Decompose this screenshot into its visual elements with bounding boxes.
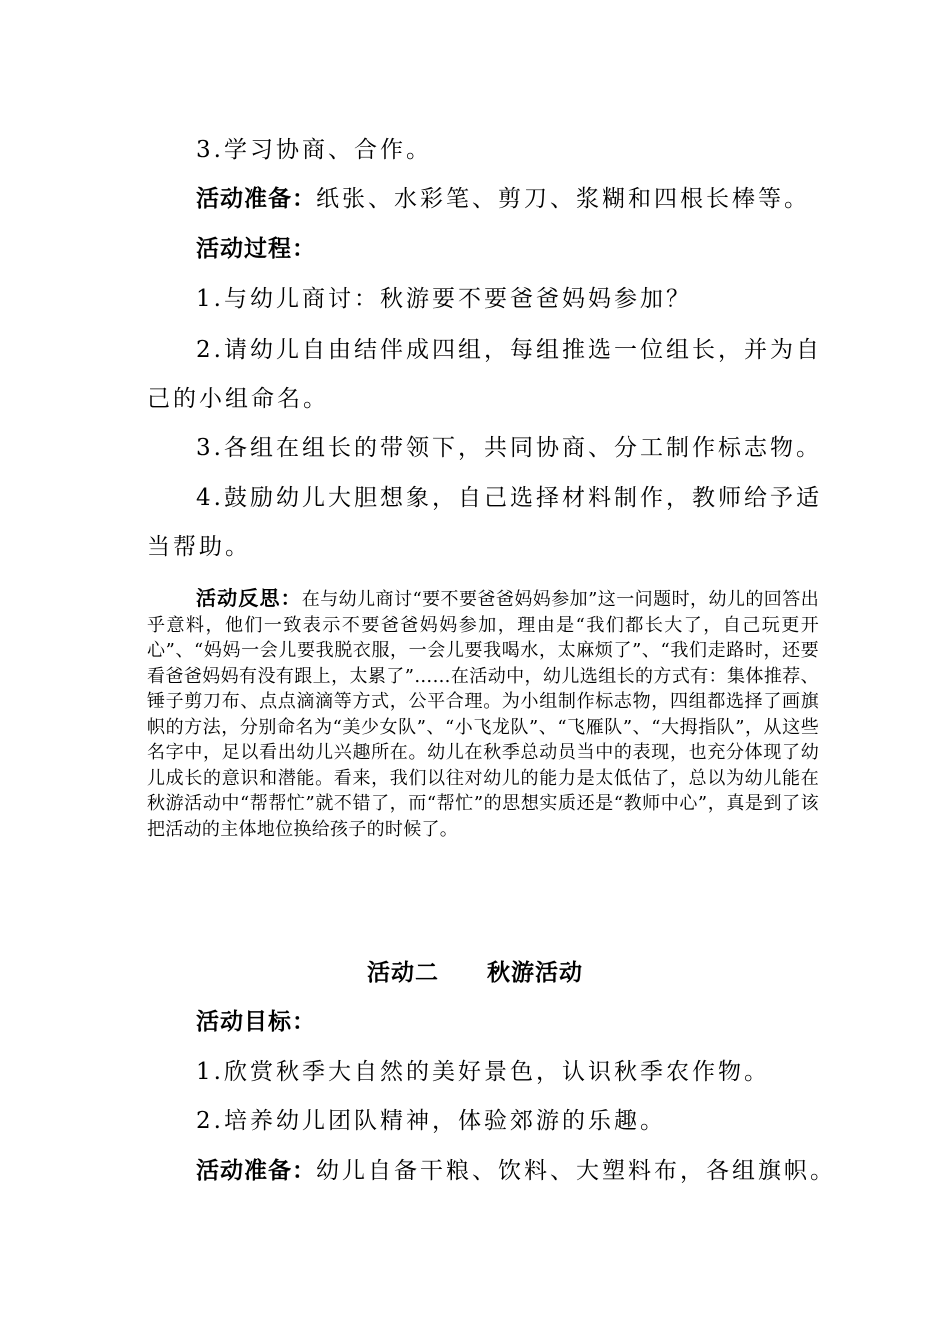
reflection-paragraph — [147, 586, 819, 842]
process-step-4-line-2: 当帮助。 — [147, 534, 251, 560]
activity2-preparation-text: 幼儿自备干粮、饮料、大塑料布，各组旗帜。 — [316, 1158, 836, 1184]
activity2-preparation — [196, 1156, 836, 1186]
section-title — [0, 958, 950, 988]
process-step-2-line-2: 己的小组命名。 — [147, 386, 329, 412]
goal-item-3: 3.学习协商、合作。 — [196, 137, 432, 163]
preparation-text: 纸张、水彩笔、剪刀、浆糊和四根长棒等。 — [316, 186, 810, 212]
activity2-preparation-label: 活动准备： — [196, 1158, 316, 1184]
process-heading: 活动过程： — [196, 236, 316, 262]
preparation-label: 活动准备： — [196, 186, 316, 212]
process-step-2-line-1: 2.请幼儿自由结伴成四组，每组推选一位组长，并为自 — [196, 337, 822, 363]
process-step-3: 3.各组在组长的带领下，共同协商、分工制作标志物。 — [196, 435, 822, 461]
activity2-goal-1: 1.欣赏秋季大自然的美好景色，认识秋季农作物。 — [196, 1059, 770, 1085]
reflection-label: 活动反思： — [196, 586, 302, 610]
reflection-text: 在与幼儿商讨“要不要爸爸妈妈参加”这一问题时，幼儿的回答出乎意料，他们一致表示不要爸爸妈妈参加，理由是“我们都长大了，自己玩更开心”、“妈妈一会儿要我脱衣服，一会儿要我喝水，太麻烦了”、“我们走路时，还要看爸爸妈妈有没有跟上，太累了”……在活动中，幼儿选组长的方式有：集体推荐、锤子剪刀布、点点滴滴等方式，公平合理。为小组制作标志物，四组都选择了画旗帜的方法，分别命名为“美少女队”、“小飞龙队”、“飞雁队”、“大拇指队”，从这些名字中，足以看出幼儿兴趣所在。幼儿在秋季总动员当中的表现，也充分体现了幼儿成长的意识和潜能。看来，我们以往对幼儿的能力是太低估了，总以为幼儿能在秋游活动中“帮帮忙”就不错了，而“帮忙”的思想实质还是“教师中心”，真是到了该把活动的主体地位换给孩子的时候了。 — [147, 589, 820, 840]
process-step-4-line-1: 4.鼓励幼儿大胆想象，自己选择材料制作，教师给予适 — [196, 485, 822, 511]
activity2-goal-2: 2.培养幼儿团队精神，体验郊游的乐趣。 — [196, 1108, 666, 1134]
process-step-1: 1.与幼儿商讨：秋游要不要爸爸妈妈参加？ — [196, 286, 692, 312]
section-title-number: 活动二 — [367, 960, 439, 986]
section-title-name: 秋游活动 — [487, 960, 583, 986]
preparation-paragraph — [196, 184, 810, 214]
goal-heading: 活动目标： — [196, 1009, 316, 1035]
